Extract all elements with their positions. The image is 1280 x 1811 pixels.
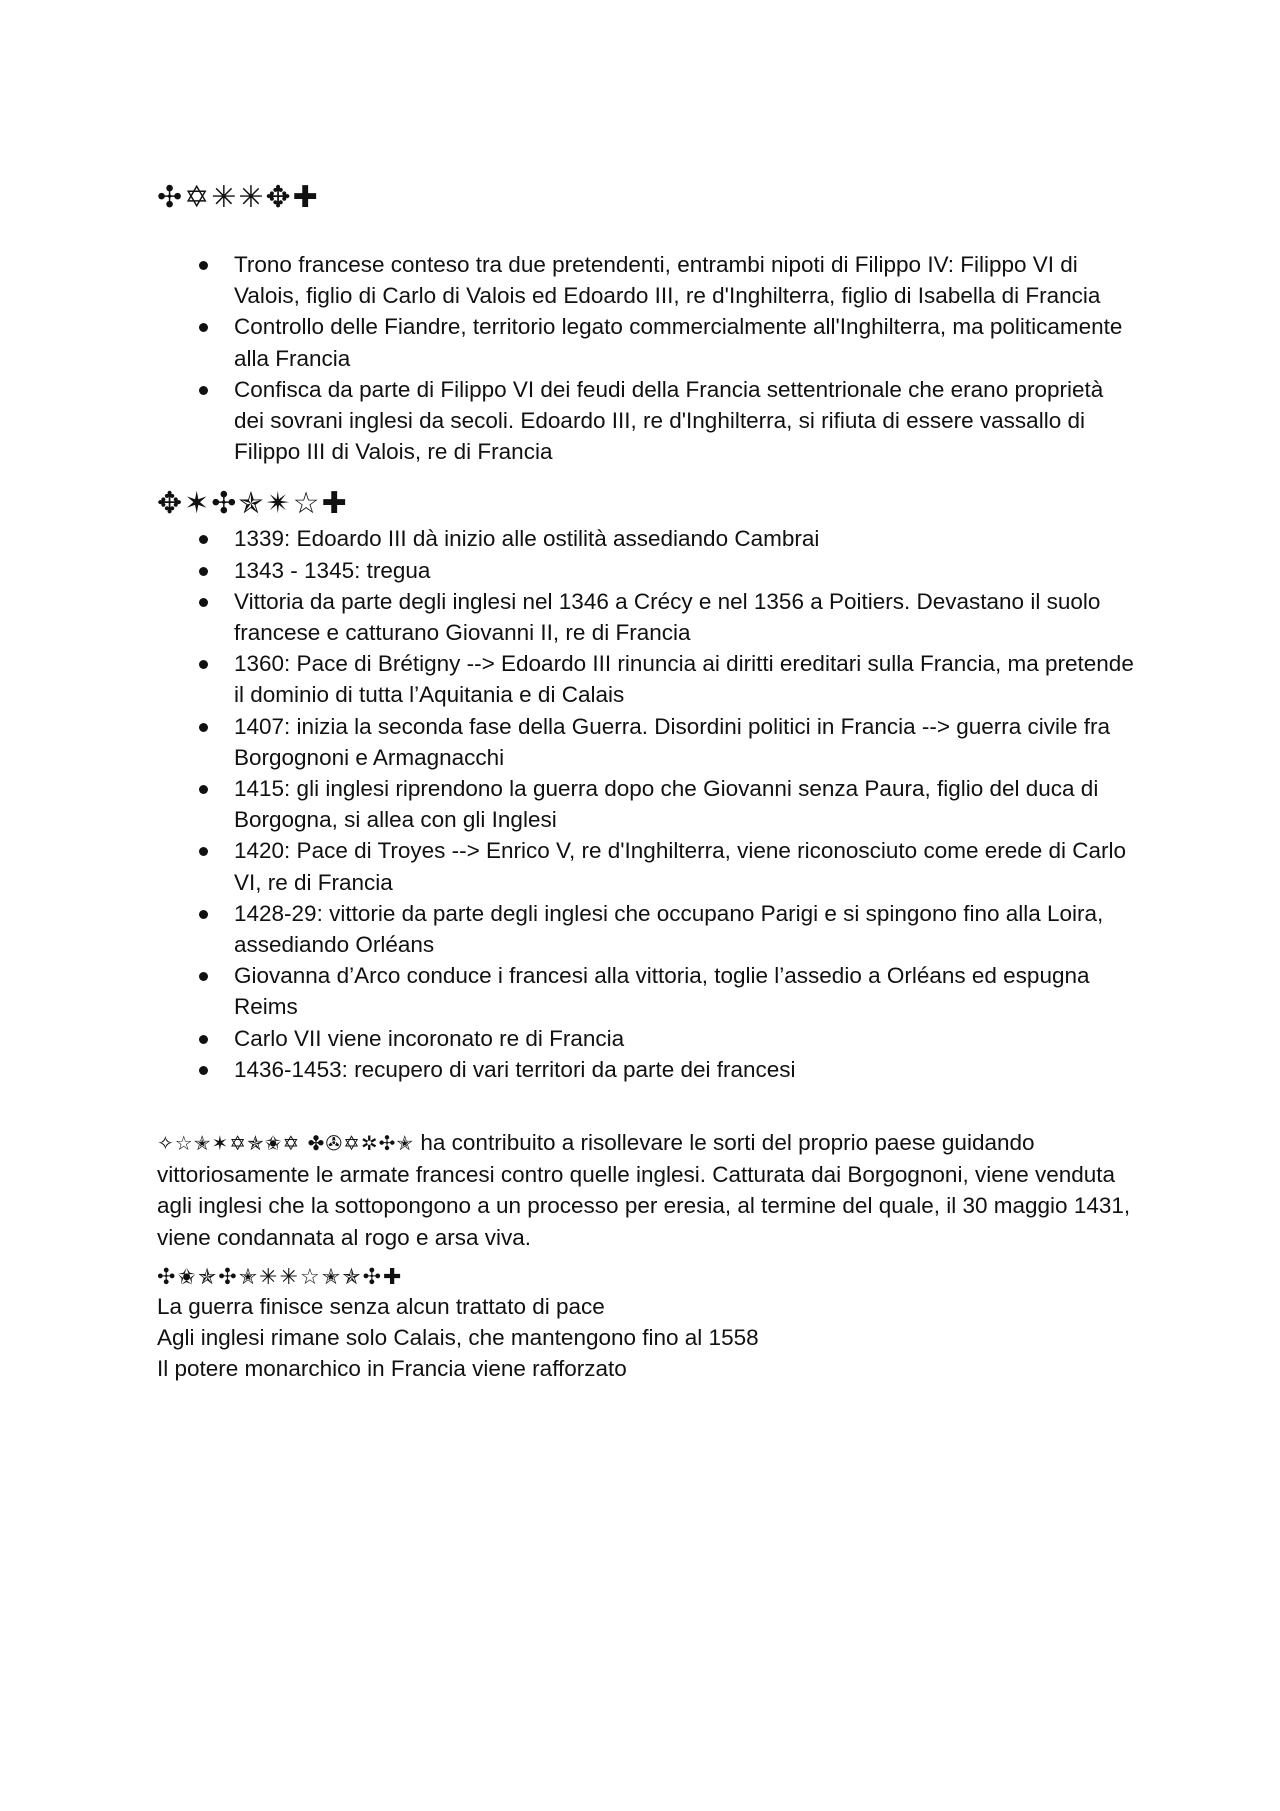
consequence-line: Il potere monarchico in Francia viene rafforzato: [157, 1356, 627, 1382]
consequence-line: Agli inglesi rimane solo Calais, che mantengono fino al 1558: [157, 1325, 759, 1351]
list-item: 1360: Pace di Brétigny --> Edoardo III rinuncia ai diritti ereditari sulla Francia, ma pretende il dominio di tutta l’Aquitania e di Calais: [157, 648, 1137, 710]
list-item: Confisca da parte di Filippo VI dei feudi della Francia settentrionale che erano proprietà dei sovrani inglesi da secoli. Edoardo III, re d'Inghilterra, si rifiuta di essere vassallo di Filippo III di Valois, re di Francia: [157, 374, 1137, 468]
causes-list: [157, 249, 1137, 467]
list-item: 1436-1453: recupero di vari territori da parte dei francesi: [157, 1054, 1137, 1085]
list-item: 1420: Pace di Troyes --> Enrico V, re d'Inghilterra, viene riconosciuto come erede di Carlo VI, re di Francia: [157, 835, 1137, 897]
joan-name-symbols: ✧☆✭✶✡✯✬✡ ✤✇✡✲✣✭: [157, 1131, 415, 1156]
joan-paragraph-text: ha contribuito a risollevare le sorti del proprio paese guidando vittoriosamente le armate francesi contro quelle inglesi. Catturata dai Borgognoni, viene venduta agli inglesi che la sottopongono a un processo per eresia, al termine del quale, il 30 maggio 1431, viene condannata al rogo e arsa viva.: [157, 1130, 1131, 1250]
events-list: [157, 523, 1137, 1085]
list-item: Trono francese conteso tra due pretendenti, entrambi nipoti di Filippo IV: Filippo VI di Valois, figlio di Carlo di Valois ed Edoardo III, re d'Inghilterra, figlio di Isabella di Francia: [157, 249, 1137, 311]
list-item: Giovanna d’Arco conduce i francesi alla vittoria, toglie l’assedio a Orléans ed espugna Reims: [157, 960, 1137, 1022]
events-heading: ✥✶✣✯✴☆✚: [157, 486, 349, 522]
list-item: 1428-29: vittorie da parte degli inglesi che occupano Parigi e si spingono fino alla Loira, assediando Orléans: [157, 898, 1137, 960]
list-item: 1339: Edoardo III dà inizio alle ostilità assediando Cambrai: [157, 523, 1137, 554]
consequence-line: La guerra finisce senza alcun trattato di pace: [157, 1293, 605, 1319]
consequences-heading: ✣✬✯✣✭✳✳☆✭✯✣✚: [157, 1264, 404, 1290]
list-item: 1343 - 1345: tregua: [157, 555, 1137, 586]
list-item: Carlo VII viene incoronato re di Francia: [157, 1023, 1137, 1054]
joan-paragraph: [157, 1127, 1137, 1253]
causes-heading: ✣✡✳✳✥✚: [157, 180, 320, 215]
document-content: [157, 180, 1137, 1385]
list-item: 1407: inizia la seconda fase della Guerra. Disordini politici in Francia --> guerra civile fra Borgognoni e Armagnacchi: [157, 711, 1137, 773]
list-item: Controllo delle Fiandre, territorio legato commercialmente all'Inghilterra, ma politicamente alla Francia: [157, 311, 1137, 373]
list-item: 1415: gli inglesi riprendono la guerra dopo che Giovanni senza Paura, figlio del duca di Borgogna, si allea con gli Inglesi: [157, 773, 1137, 835]
list-item: Vittoria da parte degli inglesi nel 1346 a Crécy e nel 1356 a Poitiers. Devastano il suolo francese e catturano Giovanni II, re di Francia: [157, 586, 1137, 648]
